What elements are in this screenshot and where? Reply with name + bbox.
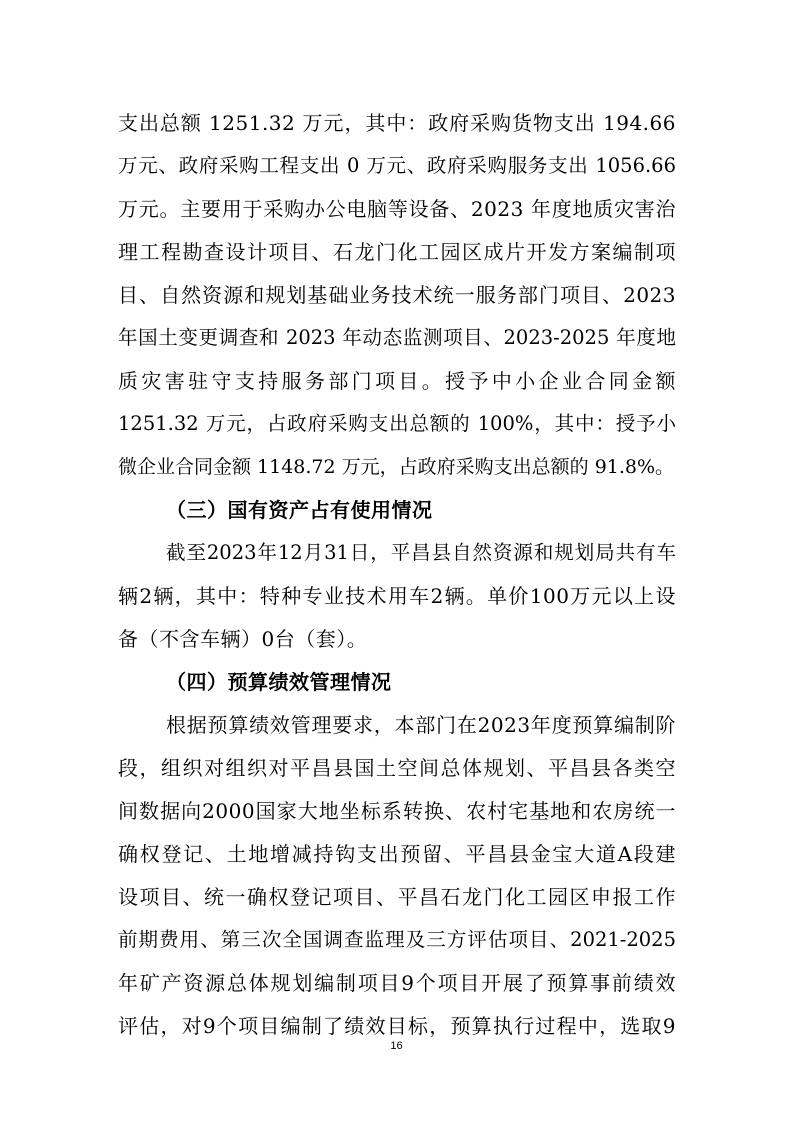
text-line: 确权登记、土地增减持钩支出预留、平昌县金宝大道A段建 [118,842,676,866]
text-line: 微企业合同金额 1148.72 万元，占政府采购支出总额的 91.8%。 [118,456,675,478]
text-line: 1251.32 万元，占政府采购支出总额的 100%，其中：授予小 [118,412,676,435]
text-line: 质灾害驻守支持服务部门项目。授予中小企业合同金额 [118,369,676,393]
text-line: 万元、政府采购工程支出 0 万元、政府采购服务支出 1056.66 [118,154,676,177]
text-line: 年矿产资源总体规划编制项目9个项目开展了预算事前绩效 [118,971,676,995]
page-number: 16 [390,1040,403,1052]
text-line: 根据预算绩效管理要求，本部门在2023年度预算编制阶 [166,713,676,737]
section-heading: （三）国有资产占有使用情况 [166,498,433,522]
text-line: 截至2023年12月31日，平昌县自然资源和规划局共有车 [166,541,676,564]
text-line: 万元。主要用于采购办公电脑等设备、2023 年度地质灾害治 [118,197,676,221]
text-line: 年国土变更调查和 2023 年动态监测项目、2023-2025 年度地 [118,326,676,349]
text-line: 辆2辆，其中：特种专业技术用车2辆。单价100万元以上设 [118,584,676,608]
text-line: 目、自然资源和规划基础业务技术统一服务部门项目、2023 [118,283,676,307]
section-heading: （四）预算绩效管理情况 [166,670,392,694]
text-line: 备（不含车辆）0台（套）。 [118,627,368,651]
text-line: 评估，对9个项目编制了绩效目标，预算执行过程中，选取9 [118,1014,676,1038]
text-line: 支出总额 1251.32 万元，其中：政府采购货物支出 194.66 [118,111,676,135]
text-line: 前期费用、第三次全国调查监理及三方评估项目、2021-2025 [118,928,676,951]
text-line: 设项目、统一确权登记项目、平昌石龙门化工园区申报工作 [118,885,676,909]
text-line: 理工程勘查设计项目、石龙门化工园区成片开发方案编制项 [118,240,676,264]
text-line: 段，组织对组织对平昌县国土空间总体规划、平昌县各类空 [118,756,676,780]
text-line: 间数据向2000国家大地坐标系转换、农村宅基地和农房统一 [118,799,676,823]
